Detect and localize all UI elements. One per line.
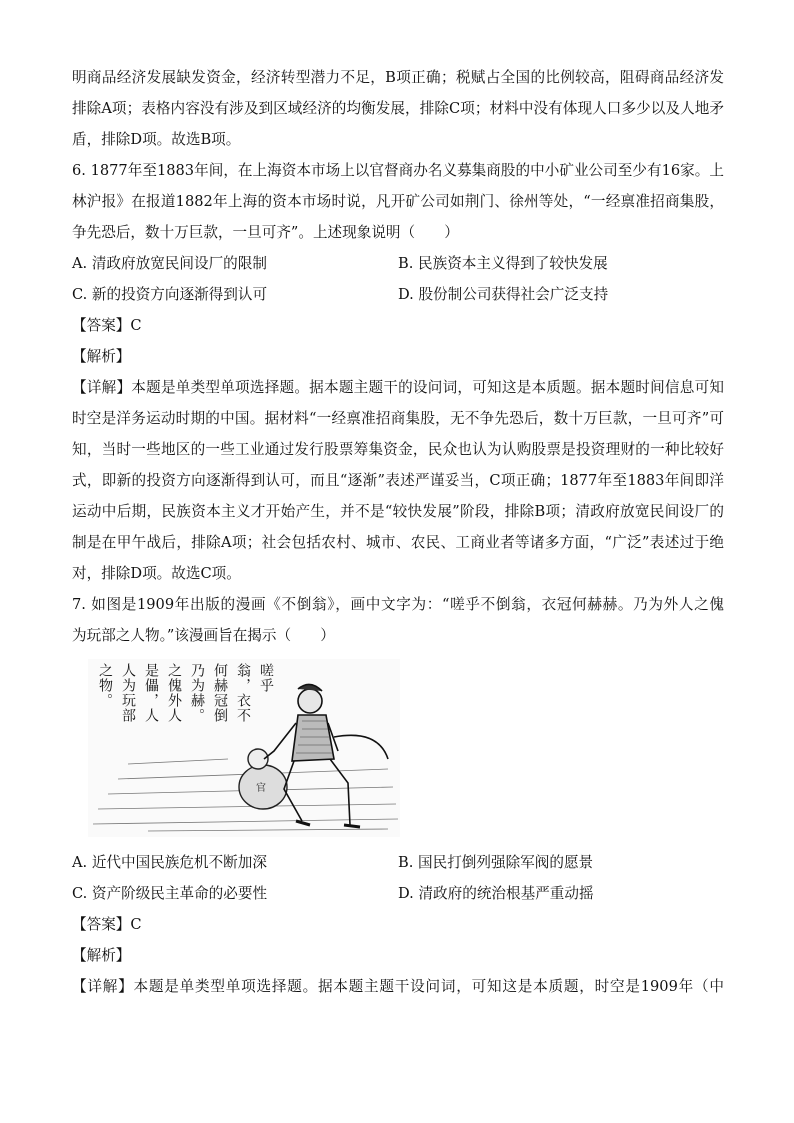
q6-stem-line: 林沪报》在报道1882年上海的资本市场时说，凡开矿公司如荆门、徐州等处，“一经禀准招商集股，	[72, 193, 724, 210]
q6-detail-line: 制是在甲午战后，排除A项；社会包括农村、城市、农民、工商业者等诸多方面，“广泛”表述过于绝	[72, 534, 724, 551]
document-page	[72, 62, 724, 1002]
q6-option-c: C. 新的投资方向逐渐得到认可	[72, 286, 268, 303]
caption-column: 乃为赫。	[189, 663, 205, 723]
intro-line: 明商品经济发展缺发资金，经济转型潜力不足，B项正确；税赋占全国的比例较高，阻碍商品经济发	[72, 69, 724, 86]
q7-stem-line: 7. 如图是1909年出版的漫画《不倒翁》，画中文字为：“嗟乎不倒翁，衣冠何赫赫。乃为外人之傀	[72, 596, 724, 613]
cartoon-image	[88, 659, 400, 837]
q7-detail-line: 【详解】本题是单类型单项选择题。据本题主题干设问词，可知这是本质题，时空是1909年（中	[72, 978, 724, 995]
intro-line: 盾，排除D项。故选B项。	[72, 131, 241, 148]
q7-option-d: D. 清政府的统治根基严重动摇	[398, 885, 594, 902]
q6-answer: 【答案】C	[72, 317, 142, 334]
q6-option-b: B. 民族资本主义得到了较快发展	[398, 255, 608, 272]
q6-detail-line: 运动中后期，民族资本主义才开始产生，并不是“较快发展”阶段，排除B项；清政府放宽民间设厂的	[72, 503, 724, 520]
caption-column: 翁，衣不	[235, 663, 251, 723]
q6-options-row	[72, 248, 724, 279]
q7-answer: 【答案】C	[72, 916, 142, 933]
q6-detail-line: 式，即新的投资方向逐渐得到认可，而且“逐渐”表述严谨妥当，C项正确；1877年至1883年间即洋	[72, 472, 724, 489]
q6-detail-line: 对，排除D项。故选C项。	[72, 565, 241, 582]
q7-option-a: A. 近代中国民族危机不断加深	[72, 854, 267, 871]
caption-column: 之物。	[97, 663, 113, 708]
q7-option-b: B. 国民打倒列强除军阀的愿景	[398, 854, 594, 871]
q7-stem-line: 为玩部之人物。”该漫画旨在揭示（ ）	[72, 627, 335, 644]
caption-column: 嗟乎	[258, 663, 274, 693]
q6-stem-line: 争先恐后，数十万巨款，一旦可齐”。上述现象说明（ ）	[72, 224, 459, 241]
intro-line: 排除A项；表格内容没有涉及到区域经济的均衡发展，排除C项；材料中没有体现人口多少以及人地矛	[72, 100, 724, 117]
q6-options-row	[72, 279, 724, 310]
caption-column: 何赫冠倒	[212, 663, 228, 723]
q7-analysis-label: 【解析】	[72, 947, 131, 964]
cartoon-caption	[96, 663, 274, 723]
q7-options-row	[72, 878, 724, 909]
q6-option-d: D. 股份制公司获得社会广泛支持	[398, 286, 609, 303]
q7-option-c: C. 资产阶级民主革命的必要性	[72, 885, 268, 902]
q6-detail-line: 时空是洋务运动时期的中国。据材料“一经禀准招商集股，无不争先恐后，数十万巨款，一旦可齐”可	[72, 410, 724, 427]
q6-detail-line: 【详解】本题是单类型单项选择题。据本题主题干的设问词，可知这是本质题。据本题时间信息可知	[72, 379, 724, 396]
q6-stem-line: 6. 1877年至1883年间，在上海资本市场上以官督商办名义募集商股的中小矿业公司至少有16家。上	[72, 162, 724, 179]
q7-options-row	[72, 847, 724, 878]
q6-detail-line: 知，当时一些地区的一些工业通过发行股票筹集资金，民众也认为认购股票是投资理财的一种比较好	[72, 441, 724, 458]
q6-option-a: A. 清政府放宽民间设厂的限制	[72, 255, 267, 272]
svg-text:官: 官	[256, 783, 266, 794]
caption-column: 之傀外人	[166, 663, 182, 723]
caption-column: 是儡，人	[143, 663, 159, 723]
caption-column: 人为玩部	[120, 663, 136, 723]
q6-analysis-label: 【解析】	[72, 348, 131, 365]
